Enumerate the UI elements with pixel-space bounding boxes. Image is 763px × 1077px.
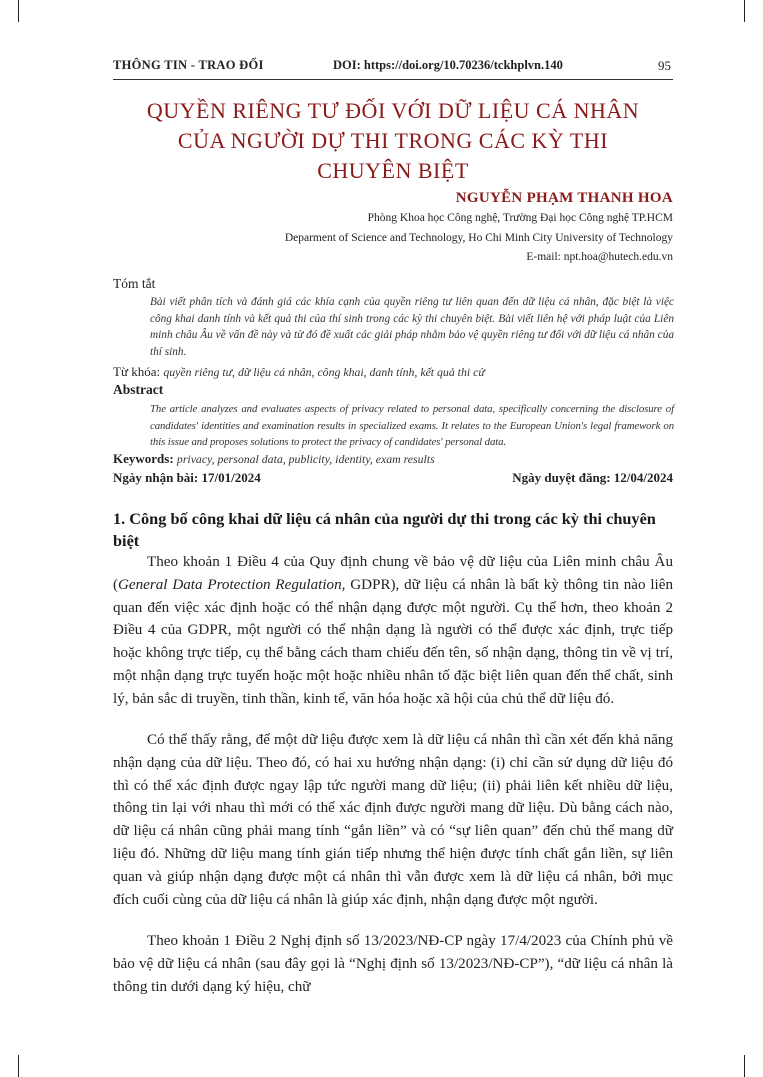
running-header	[113, 58, 673, 78]
keywords-en-text: privacy, personal data, publicity, identity, exam results	[176, 452, 435, 466]
keywords-en	[113, 451, 435, 467]
date-accepted: Ngày duyệt đăng: 12/04/2024	[512, 470, 673, 485]
title-line-2: CỦA NGƯỜI DỰ THI TRONG CÁC KỲ THI	[177, 128, 609, 153]
header-doi[interactable]: DOI: https://doi.org/10.70236/tckhplvn.140	[333, 58, 563, 72]
crop-mark-top-right	[744, 0, 745, 22]
header-section: THÔNG TIN - TRAO ĐỔI	[113, 58, 264, 72]
affiliation-en: Deparment of Science and Technology, Ho Chi Minh City University of Technology	[284, 232, 673, 244]
section-heading: 1. Công bố công khai dữ liệu cá nhân của người dự thi trong các kỳ thi chuyên biệt	[113, 509, 656, 550]
paragraph-2	[113, 729, 673, 911]
title-line-3: CHUYÊN BIỆT	[317, 158, 469, 183]
date-received: Ngày nhận bài: 17/01/2024	[113, 470, 261, 485]
abstract-en-label: Abstract	[113, 382, 164, 397]
title-line-1: QUYỀN RIÊNG TƯ ĐỐI VỚI DỮ LIỆU CÁ NHÂN	[146, 98, 640, 123]
article-dates	[113, 470, 673, 488]
paragraph-3	[113, 930, 673, 998]
paragraph-1-end: , GDPR), dữ liệu cá nhân là bất kỳ thông tin nào liên quan đến việc xác định hoặc có thể nhận dạng được một người. Cụ thể hơn, theo khoản 2 Điều 4 của GDPR, một người có thể nhận dạng là người có thể được xác định, trực tiếp hoặc không trực tiếp, cụ thể bằng cách tham chiếu đến tên, số nhận dạng, thông tin về vị trí, một nhận dạng trực tuyến hoặc một hoặc nhiều nhân tố đặc biệt liên quan đến thể chất, sinh lý, bản sắc di truyền, tinh thần, kinh tế, văn hóa hoặc xã hội của chủ thể dữ liệu đó.	[113, 576, 673, 707]
paragraph-2-text: Có thể thấy rằng, để một dữ liệu được xem là dữ liệu cá nhân thì cần xét đến khả năng nhận dạng của dữ liệu. Theo đó, có hai xu hướng nhận dạng: (i) chỉ cần sử dụng dữ liệu đó thì có thể xác định được ngay lập tức người mang dữ liệu; (ii) phải liên kết nhiều dữ liệu, thông tin lại với nhau thì mới có thể xác định được người mang dữ liệu. Dù bằng cách nào, dữ liệu cá nhân cũng phải mang tính “gắn liền” và có “sự liên quan” đến chủ thể mang dữ liệu đó. Những dữ liệu mang tính gián tiếp nhưng thể hiện được tính chất gắn liền, sự liên quan và giúp nhận dạng được một cá nhân thì vẫn được xem là dữ liệu cá nhân, bởi mục đích cuối cùng của dữ liệu cá nhân là giúp xác định, nhận dạng được một người.	[113, 732, 673, 908]
gdpr-term: General Data Protection Regulation	[118, 576, 342, 593]
keywords-vi-label: Từ khóa:	[113, 364, 161, 379]
crop-mark-bottom-left	[18, 1055, 19, 1077]
article-title	[113, 96, 673, 186]
paragraph-3-text: Theo khoản 1 Điều 2 Nghị định số 13/2023/NĐ-CP ngày 17/4/2023 của Chính phủ về bảo vệ dữ liệu cá nhân (sau đây gọi là “Nghị định số 13/2023/NĐ-CP”), “dữ liệu cá nhân là thông tin dưới dạng ký hiệu, chữ	[113, 933, 673, 995]
paragraph-1	[113, 551, 673, 711]
author-name: NGUYỄN PHẠM THANH HOA	[455, 190, 673, 206]
keywords-vi-text: quyền riêng tư, dữ liệu cá nhân, công khai, danh tính, kết quả thi cử	[163, 365, 485, 379]
header-rule	[113, 79, 673, 80]
abstract-vi-label: Tóm tắt	[113, 276, 156, 291]
crop-mark-top-left	[18, 0, 19, 22]
author-email[interactable]: E-mail: npt.hoa@hutech.edu.vn	[526, 251, 673, 263]
keywords-vi	[113, 364, 485, 380]
affiliation-vi: Phòng Khoa học Công nghệ, Trường Đại học Công nghệ TP.HCM	[367, 212, 673, 224]
abstract-en-text: The article analyzes and evaluates aspects of privacy related to personal data, specifically concerning the disclosure of candidates' identities and examination results in specialized exams. It relates to the European Union's legal framework on this issue and proposes solutions to protect the privacy of candidates' personal data.	[150, 403, 674, 448]
abstract-vi-text: Bài viết phân tích và đánh giá các khía cạnh của quyền riêng tư liên quan đến dữ liệu cá nhân, đặc biệt là việc công khai danh tính và kết quả thi của thí sinh trong các kỳ thi chuyên biệt. Bài viết liên hệ với pháp luật của Liên minh châu Âu về vấn đề này và từ đó đề xuất các giải pháp nhằm bảo vệ quyền riêng tư đối với dữ liệu cá nhân của thí sinh.	[150, 296, 674, 358]
page-number: 95	[658, 58, 671, 73]
paragraph-1-start: Theo khoản 1 Điều 4 của Quy định chung về bảo vệ dữ liệu của Liên minh châu Âu (	[113, 554, 673, 593]
crop-mark-bottom-right	[744, 1055, 745, 1077]
keywords-en-label: Keywords:	[113, 451, 174, 466]
